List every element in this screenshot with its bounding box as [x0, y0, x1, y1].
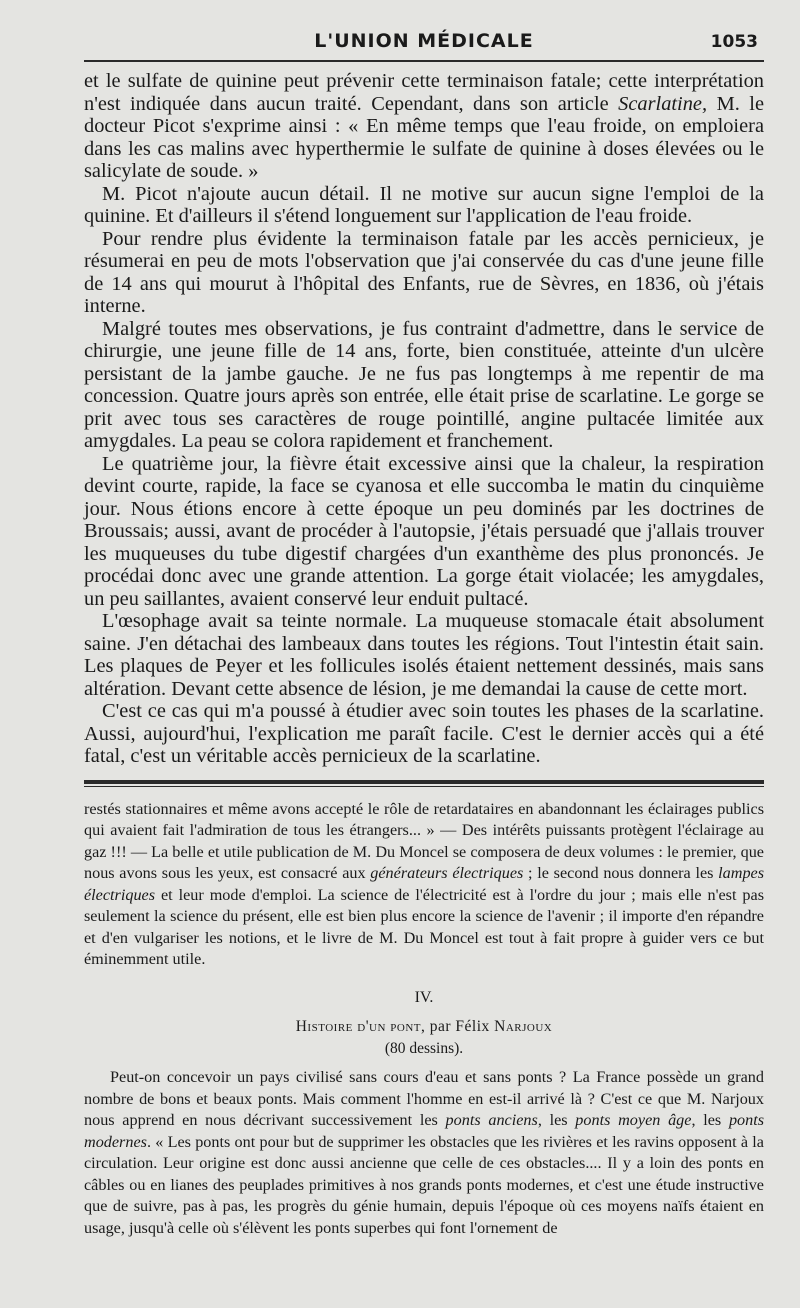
- journal-title: L'UNION MÉDICALE: [314, 30, 534, 52]
- section-title: [84, 1016, 764, 1038]
- main-article: [84, 70, 764, 768]
- running-header: [84, 26, 764, 62]
- text-run: ; le second nous donnera les: [523, 864, 719, 882]
- italic-text: générateurs électriques: [370, 864, 524, 882]
- section-number: IV.: [414, 988, 434, 1006]
- section-title-author: Narjoux: [494, 1018, 553, 1035]
- article-paragraph: [84, 453, 764, 611]
- text-run: L'œsophage avait sa teinte normale. La muqueuse stomacale était absolument saine. J'en détachai des lambeaux dans toutes les régions. Tout l'intestin était sain. Les plaques de Peyer et les follicules isolés étaient nettement dessinés, mais sans altération. Devant cette absence de lésion, je me demandai la cause de cette mort.: [84, 610, 764, 700]
- section-subtitle: (80 dessins).: [384, 1039, 464, 1057]
- text-run: , les: [691, 1111, 729, 1129]
- text-run: restés stationnaires et même avons accepté le rôle de retardataires en abandonnant les éclairages publics qui avaient fait l'admiration de tous les étrangers... » — Des intérêts puissants protègent l'éclairage au gaz !!! — La belle et utile publication de M. Du Moncel se composera de deux volumes : le premier, que nous avons sous les yeux, est consacré aux: [84, 799, 764, 882]
- section-title-main: Histoire d'un pont: [295, 1018, 421, 1035]
- section-title-by: , par Félix: [421, 1018, 495, 1035]
- text-run: . « Les ponts ont pour but de supprimer les obstacles que les rivières et les ravins opposent à la circulation. Leur origine est donc aussi ancienne que celle de ces obstacles.... Il y a loin des ponts en câbles ou en lianes des peuplades primitives à nos grands ponts modernes, et c'est une étude instructive que de suivre, pas à pas, les progrès du génie humain, depuis l'époque où ces moyens naïfs étaient en usage, jusqu'à celle où s'élèvent les ponts superbes qui font l'ornement de: [84, 1132, 764, 1237]
- text-run: et le sulfate de quinine peut prévenir cette terminaison fatale; cette interprétation n'est indiquée dans aucun traité. Cependant, dans son article: [84, 70, 764, 115]
- text-run: , les: [537, 1111, 576, 1129]
- feuilleton-section: [84, 799, 764, 1240]
- article-paragraph: [84, 228, 764, 318]
- article-paragraph: [84, 183, 764, 228]
- italic-text: lampes électriques: [84, 864, 765, 904]
- page-number: 1053: [710, 32, 758, 52]
- separator-rule-thin: [84, 786, 764, 787]
- text-run: Peut-on concevoir un pays civilisé sans cours d'eau et sans ponts ? La France possède un grand nombre de bons et beaux ponts. Mais comment l'homme en est-il arrivé là ? C'est ce que M. Narjoux nous apprend en nous décrivant successivement les: [84, 1068, 764, 1129]
- text-run: Pour rendre plus évidente la terminaison fatale par les accès pernicieux, je résumerai en peu de mots l'observation que j'ai conservée du cas d'une jeune fille de 14 ans qui mourut à l'hôpital des Enfants, rue de Sèvres, en 1836, où j'étais interne.: [84, 227, 764, 317]
- separator-rule: [84, 780, 764, 784]
- article-paragraph: [84, 70, 764, 183]
- italic-text: ponts modernes: [84, 1111, 765, 1151]
- text-run: Malgré toutes mes observations, je fus contraint d'admettre, dans le service de chirurgie, une jeune fille de 14 ans, forte, bien constituée, atteinte d'un ulcère persistant de la jambe gauche. Je ne fus pas longtemps à me repentir de ma concession. Quatre jours après son entrée, elle était prise de scarlatine. Le gorge se prit avec tous ses caractères de rouge pointillé, angine pultacée limitée aux amygdales. La peau se colora rapidement et franchement.: [84, 317, 764, 452]
- text-run: Le quatrième jour, la fièvre était excessive ainsi que la chaleur, la respiration devint courte, rapide, la face se cyanosa et elle succomba le matin du cinquième jour. Nous étions encore à cette époque un peu dominés par les doctrines de Broussais; aussi, avant de procéder à l'autopsie, j'étais persuadé que j'allais trouver les muqueuses du tube digestif chargées d'un exanthème des plus prononcés. Je procédai donc avec une grande attention. La gorge était violacée; les amygdales, un peu saillantes, avaient conservé leur enduit pultacé.: [84, 452, 764, 610]
- text-run: M. Picot n'ajoute aucun détail. Il ne motive sur aucun signe l'emploi de la quinine. Et d'ailleurs il s'étend longuement sur l'application de l'eau froide.: [84, 182, 764, 227]
- italic-text: ponts anciens: [445, 1111, 538, 1129]
- feuilleton-paragraph: [84, 1067, 764, 1239]
- text-run: et leur mode d'emploi. La science de l'électricité est à l'ordre du jour ; mais elle n'est pas seulement la science du présent, elle est bien plus encore la science de l'avenir ; il importe d'en répandre et d'en vulgariser les notions, et le livre de M. Du Moncel est tout à fait propre à guider vers ce but éminemment utile.: [84, 885, 764, 968]
- article-paragraph: [84, 610, 764, 700]
- italic-text: Scarlatine,: [618, 92, 708, 115]
- text-run: C'est ce cas qui m'a poussé à étudier avec soin toutes les phases de la scarlatine. Aussi, aujourd'hui, l'explication me paraît facile. C'est le dernier accès qui a été fatal, c'est un véritable accès pernicieux de la scarlatine.: [84, 700, 764, 767]
- article-paragraph: [84, 318, 764, 453]
- text-run: M. le docteur Picot s'exprime ainsi : « En même temps que l'eau froide, on emploiera dans les cas malins avec hyperthermie le sulfate de quinine à doses élevées ou le salicylate de soude. »: [84, 92, 765, 182]
- feuilleton-paragraph: [84, 799, 764, 971]
- italic-text: ponts moyen âge: [575, 1111, 692, 1129]
- article-paragraph: [84, 700, 764, 768]
